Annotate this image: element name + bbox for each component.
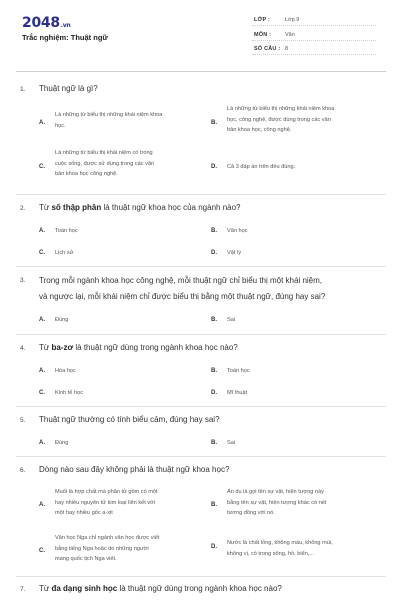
- question-text: Dòng nào sau đây không phải là thuật ngữ khoa học?: [39, 465, 230, 474]
- option-label[interactable]: A.: [39, 368, 45, 374]
- meta-grade: LỚP : Lớp 9: [252, 14, 376, 26]
- option-label[interactable]: B.: [211, 440, 217, 446]
- option-c[interactable]: Là những từ biểu thị khái niệm có trong cuộc sống, được sử dụng trong các văn bản khoa học công nghệ.: [55, 150, 155, 177]
- page-title: Trắc nghiệm: Thuật ngữ: [22, 33, 108, 42]
- option-label[interactable]: B.: [211, 502, 217, 508]
- question-text: Thuật ngữ là gì?: [39, 84, 98, 93]
- option-d[interactable]: Vật lý: [227, 250, 241, 256]
- option-a[interactable]: Đúng: [55, 317, 69, 323]
- site-logo[interactable]: 2048.vn: [22, 15, 71, 31]
- question-divider: [16, 194, 386, 195]
- option-label[interactable]: D.: [211, 390, 217, 396]
- option-a[interactable]: Toán học: [55, 228, 78, 234]
- option-a[interactable]: Là những từ biểu thị những khái niệm khoa học.: [55, 112, 163, 129]
- worksheet-header: [0, 0, 400, 72]
- option-label[interactable]: D.: [211, 250, 217, 256]
- option-label[interactable]: B.: [211, 228, 217, 234]
- option-label[interactable]: B.: [211, 368, 217, 374]
- question-text: Trong mỗi ngành khoa học công nghệ, mỗi thuật ngữ chỉ biểu thị một khái niệm, và ngược lại, mỗi khái niệm chỉ được biểu thị bằng một thuật ngữ, đúng hay sai?: [39, 276, 326, 301]
- option-b[interactable]: Là những từ biểu thị những khái niệm khoa học, công nghệ, được dùng trong các văn bản khoa học, công nghệ.: [227, 106, 335, 133]
- option-c[interactable]: Lịch sử: [55, 250, 74, 256]
- option-label[interactable]: C.: [39, 390, 45, 396]
- option-label[interactable]: C.: [39, 250, 45, 256]
- question-divider: [16, 334, 386, 335]
- question-divider: [16, 266, 386, 267]
- option-b[interactable]: Toán học: [227, 368, 250, 374]
- option-label[interactable]: A.: [39, 317, 45, 323]
- option-label[interactable]: C.: [39, 164, 45, 170]
- option-label[interactable]: A.: [39, 228, 45, 234]
- question-text: Từ số thập phân là thuật ngữ khoa học của ngành nào?: [39, 203, 241, 212]
- option-label[interactable]: D.: [211, 544, 217, 550]
- question-divider: [16, 456, 386, 457]
- option-label[interactable]: B.: [211, 317, 217, 323]
- option-b[interactable]: Ẩn dụ là gọi tên sự vật, hiện tượng này bằng tên sự vật, hiện tượng khác có nét tương đồng với nó.: [227, 489, 327, 516]
- option-label[interactable]: B.: [211, 120, 217, 126]
- option-d[interactable]: Nước là chất lỏng, không màu, không mùi, không vị, có trong sông, hồ, biển,...: [227, 540, 333, 557]
- option-b[interactable]: Sai: [227, 440, 236, 446]
- option-c[interactable]: Văn học Nga chỉ ngành văn học được viết bằng tiếng Nga hoặc do những người mang quốc tịch Nga viết.: [55, 535, 160, 562]
- option-label[interactable]: D.: [211, 164, 217, 170]
- option-label[interactable]: C.: [39, 548, 45, 554]
- meta-question-count: SỐ CÂU : 8: [252, 43, 376, 55]
- question-divider: [16, 576, 386, 577]
- option-a[interactable]: Hóa học: [55, 368, 76, 374]
- option-label[interactable]: A.: [39, 120, 45, 126]
- question-text: Từ đa dạng sinh học là thuật ngữ dùng trong ngành khoa học nào?: [39, 584, 282, 593]
- meta-subject: MÔN : Văn: [252, 29, 376, 41]
- question-text: Từ ba-zơ là thuật ngữ dùng trong ngành khoa học nào?: [39, 343, 238, 352]
- option-d[interactable]: Mĩ thuật: [227, 390, 248, 396]
- option-c[interactable]: Kinh tế học: [55, 390, 83, 396]
- header-divider: [16, 71, 386, 72]
- option-b[interactable]: Sai: [227, 317, 236, 323]
- option-label[interactable]: A.: [39, 440, 45, 446]
- option-d[interactable]: Cả 3 đáp án trên đều đúng.: [227, 164, 296, 170]
- option-a[interactable]: Muối là hợp chất mà phân tử gồm có một hay nhiều nguyên tử kim loại liên kết với một hay nhiều gốc a-xit: [55, 489, 158, 516]
- question-text: Thuật ngữ thường có tính biểu cảm, đúng hay sai?: [39, 415, 220, 424]
- question-divider: [16, 406, 386, 407]
- option-label[interactable]: A.: [39, 502, 45, 508]
- option-b[interactable]: Văn học: [227, 228, 248, 234]
- option-a[interactable]: Đúng: [55, 440, 69, 446]
